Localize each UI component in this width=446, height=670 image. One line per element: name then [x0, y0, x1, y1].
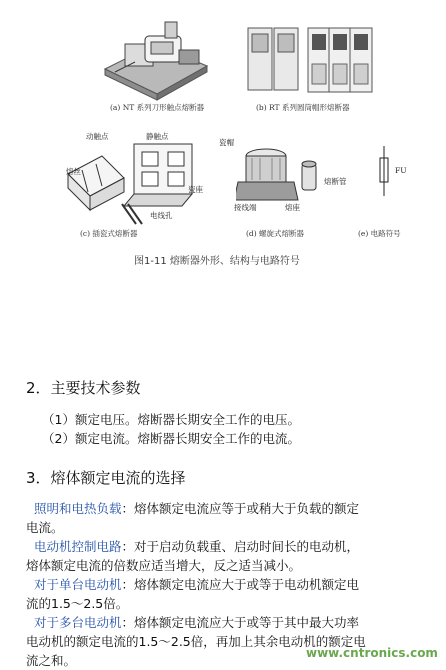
symbol-label: FU	[395, 166, 407, 175]
caption-c: (c) 插瓷式熔断器	[80, 229, 138, 238]
label-fuse-wire: 熔丝	[66, 167, 81, 176]
label-fuse-base: 熔座	[285, 203, 300, 212]
p4-text-1: ：熔体额定电流应大于或等于其中最大功率	[121, 615, 359, 630]
p4-text-3: 流之和。	[26, 653, 77, 668]
p3-text-2: 流的1.5～2.5倍。	[26, 596, 129, 611]
caption-b: (b) RT 系列圆筒帽形熔断器	[256, 103, 350, 112]
label-moving-contact: 动触点	[86, 132, 109, 141]
rt-fuse-illustration	[246, 24, 376, 96]
paragraph-motor-control	[26, 537, 436, 575]
param-rated-current: （2）额定电流。熔断器长期安全工作的电流。	[42, 431, 300, 446]
p4-text-2: 电动机的额定电流的1.5～2.5倍，再加上其余电动机的额定电	[26, 634, 366, 649]
p1-text-1: ：熔体额定电流应等于或稍大于负载的额定	[121, 501, 359, 516]
label-porcelain-cap: 瓷帽	[219, 138, 234, 147]
fuse-symbol	[376, 146, 392, 196]
paragraph-multi-motor	[26, 613, 436, 670]
paragraph-single-motor	[26, 575, 436, 613]
p2-text-1: ：对于启动负载重、启动时间长的电动机，	[121, 539, 359, 554]
figure-title: 图1-11 熔断器外形、结构与电路符号	[134, 256, 300, 267]
section-3-heading: 3．熔体额定电流的选择	[26, 469, 186, 487]
keyword-single-motor: 对于单台电动机	[33, 577, 122, 592]
porcelain-fuse-illustration	[62, 134, 202, 230]
p3-text-1: ：熔体额定电流应大于或等于电动机额定电	[121, 577, 359, 592]
param-rated-voltage: （1）额定电压。熔断器长期安全工作的电压。	[42, 412, 300, 427]
keyword-lighting-load: 照明和电热负载	[33, 501, 122, 516]
nt-fuse-illustration	[95, 14, 215, 102]
caption-d: (d) 螺旋式熔断器	[246, 229, 305, 238]
p2-text-2: 熔体额定电流的倍数应适当增大，反之适当减小。	[26, 558, 302, 573]
section-2-heading: 2．主要技术参数	[26, 379, 141, 397]
label-static-contact: 静触点	[146, 132, 169, 141]
label-wire-hole: 电线孔	[150, 211, 173, 220]
paragraph-lighting-load	[26, 499, 436, 537]
label-fuse-tube: 熔断管	[324, 177, 347, 186]
keyword-motor-control: 电动机控制电路	[33, 539, 122, 554]
caption-a: (a) NT 系列刀形触点熔断器	[110, 103, 205, 112]
label-terminal: 接线端	[234, 203, 257, 212]
p1-text-2: 电流。	[26, 520, 64, 535]
keyword-multi-motor: 对于多台电动机	[33, 615, 122, 630]
watermark: www.cntronics.com	[306, 646, 438, 660]
caption-e: (e) 电路符号	[358, 229, 401, 238]
label-porcelain-base: 瓷座	[188, 185, 203, 194]
